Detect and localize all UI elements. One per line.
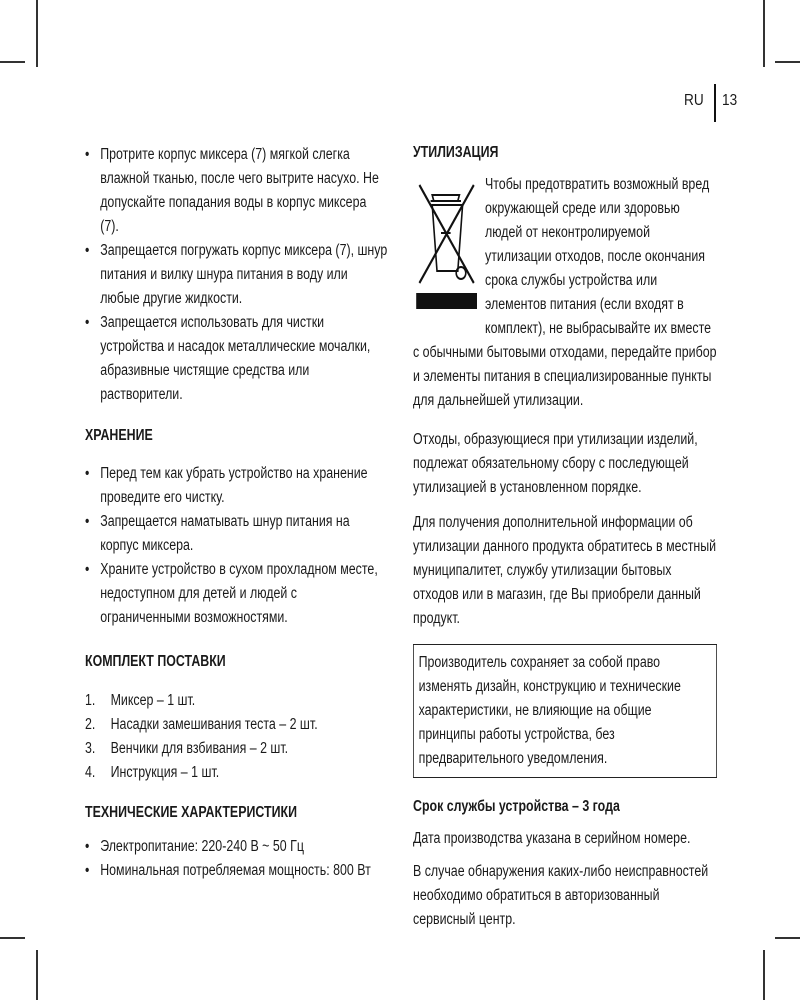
crop-mark [36,950,38,1000]
language-label: RU [684,92,704,109]
list-item: • Протрите корпус миксера (7) мягкой слегка влажной тканью, после чего вытрите насухо. Не допускайте попадания воды в корпус миксера (7). [85,143,387,239]
crop-mark [763,0,765,67]
disposal-paragraph: Чтобы предотвратить возможный вред окружающей среде или здоровью людей от неконтролируемой утилизации отходов, после окончания срока службы устройства или элементов питания (если входят в комплект), не выбрасывайте их вместе с обычными бытовыми отходами, передайте прибор и элементы питания в специализированные пункты для дальнейшей утилизации. [413,173,717,413]
cleaning-list [85,143,387,407]
header-divider [714,84,716,122]
service-life: Срок службы устройства – 3 года [413,798,620,815]
list-item: 3. Венчики для взбивания – 2 шт. [85,740,289,757]
crop-mark [775,937,800,939]
specs-list [85,835,387,883]
crossed-out-wheelie-bin-icon [413,173,479,319]
manufacturer-notice-box: Производитель сохраняет за собой право изменять дизайн, конструкцию и технические характеристики, не влияющие на общие принципы работы устройства, без предварительного уведомления. [413,644,717,778]
page-number: 13 [722,92,738,109]
disposal-paragraph-2: Отходы, образующиеся при утилизации изделий, подлежат обязательному сбору с последующей утилизацией в установленном порядке. [413,431,698,496]
list-item: • Храните устройство в сухом прохладном месте, недоступном для детей и людей с ограниченными возможностями. [85,558,387,630]
crop-mark [763,950,765,1000]
section-heading-specs: ТЕХНИЧЕСКИЕ ХАРАКТЕРИСТИКИ [85,804,297,821]
left-column [85,143,387,883]
crop-mark [0,937,25,939]
crop-mark [36,0,38,67]
production-date-note: Дата производства указана в серийном номере. [413,830,691,847]
crop-mark [0,61,25,63]
list-item: • Запрещается наматывать шнур питания на корпус миксера. [85,510,387,558]
list-item: • Перед тем как убрать устройство на хранение проведите его чистку. [85,462,387,510]
list-item: • Запрещается погружать корпус миксера (7), шнур питания и вилку шнура питания в воду или любые другие жидкости. [85,239,387,311]
section-heading-package: КОМПЛЕКТ ПОСТАВКИ [85,653,226,670]
storage-list [85,462,387,630]
list-item: • Номинальная потребляемая мощность: 800 Вт [85,859,387,883]
package-list [85,689,387,785]
list-item: 4. Инструкция – 1 шт. [85,764,220,781]
right-column [413,141,717,932]
service-center-note: В случае обнаружения каких-либо неисправностей необходимо обратиться в авторизованный сервисный центр. [413,863,709,928]
crop-mark [775,61,800,63]
list-item: 2. Насадки замешивания теста – 2 шт. [85,716,318,733]
section-heading-storage: ХРАНЕНИЕ [85,427,153,444]
list-item: • Электропитание: 220-240 В ~ 50 Гц [85,835,387,859]
section-heading-disposal: УТИЛИЗАЦИЯ [413,144,499,161]
list-item: • Запрещается использовать для чистки устройства и насадок металлические мочалки, абразивные чистящие средства или растворители. [85,311,387,407]
list-item: 1. Миксер – 1 шт. [85,692,196,709]
disposal-paragraph-3: Для получения дополнительной информации об утилизации данного продукта обратитесь в местный муниципалитет, службу утилизации бытовых отходов или в магазин, где Вы приобрели данный продукт. [413,514,717,627]
